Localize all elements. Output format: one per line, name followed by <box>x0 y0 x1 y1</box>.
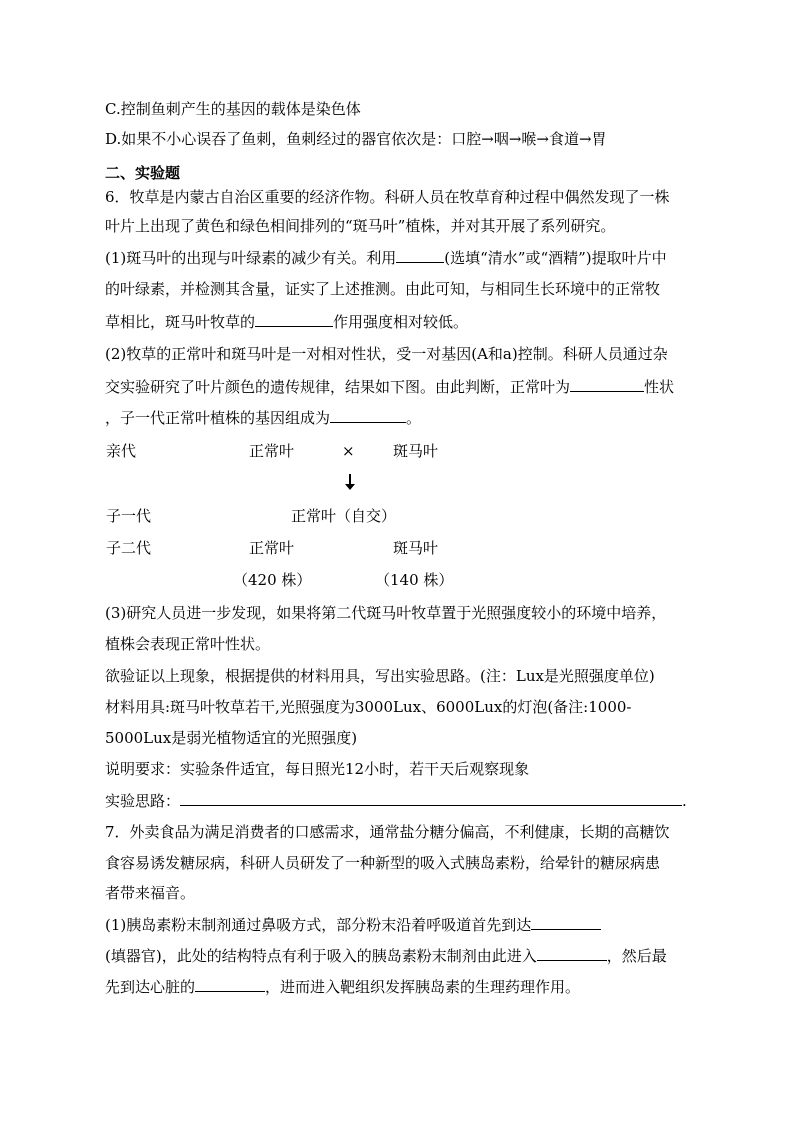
q6-part2-line2 <box>105 376 674 397</box>
f2-normal-count: （420 株） <box>233 571 312 589</box>
line-end-period: . <box>682 792 687 810</box>
q7-stem-line3: 者带来福音。 <box>105 884 196 902</box>
q7-part1-text-a: (1)胰岛素粉末制剂通过鼻吸方式，部分粉末沿着呼吸道首先到达 <box>105 916 532 934</box>
section-title: 二、实验题 <box>105 164 181 182</box>
q6-part1-line1 <box>105 247 667 268</box>
answer-blank-genotype[interactable] <box>330 407 406 423</box>
parent-normal-leaf: 正常叶 <box>249 442 295 460</box>
answer-blank-heart-chamber[interactable] <box>195 976 265 992</box>
q6-part1-text-d: 作用强度相对较低。 <box>333 313 469 331</box>
q6-part3-idea-line <box>105 790 687 811</box>
f2-zebra-leaf: 斑马叶 <box>393 539 439 557</box>
answer-blank-experiment-idea[interactable] <box>180 790 682 806</box>
q7-part1-line2 <box>105 945 667 966</box>
q6-part1-text-c: 草相比，斑马叶牧草的 <box>105 313 256 331</box>
q6-part2-line3 <box>105 407 421 428</box>
f2-zebra-count: （140 株） <box>375 571 454 589</box>
q7-stem-line1: 7．外卖食品为满足消费者的口感需求，通常盐分糖分偏高，不利健康，长期的高糖饮 <box>105 823 670 841</box>
q6-part3-requirements: 说明要求：实验条件适宜，每日照光12小时，若干天后观察现象 <box>105 760 530 778</box>
q7-stem-line2: 食容易诱发糖尿病，科研人员研发了一种新型的吸入式胰岛素粉，给晕针的糖尿病患 <box>105 854 661 872</box>
parent-zebra-leaf: 斑马叶 <box>393 442 439 460</box>
q7-part1-line3 <box>105 976 580 997</box>
answer-blank-process[interactable] <box>255 311 333 327</box>
q6-part2-text-d: 。 <box>406 409 422 427</box>
q6-part2-text-c: ，子一代正常叶植株的基因组成为 <box>105 409 331 427</box>
q7-part1-text-b: (填器官)，此处的结构特点有利于吸入的胰岛素粉末制剂由此进入 <box>105 947 537 965</box>
f2-normal-leaf: 正常叶 <box>249 539 295 557</box>
f1-generation-label: 子一代 <box>106 507 152 525</box>
q6-part2-text-b: 性状 <box>644 378 675 396</box>
q6-part1-text-b: (选填“清水”或“酒精”)提取叶片中 <box>444 249 667 267</box>
q6-part3-materials-line2: 5000Lux是弱光植物适宜的光照强度) <box>105 729 358 747</box>
q7-part1-line1 <box>105 914 601 935</box>
q6-part3-materials-line1: 材料用具:斑马叶牧草若干,光照强度为3000Lux、6000Lux的灯泡(备注:1000- <box>105 698 632 716</box>
f2-generation-label: 子二代 <box>106 539 152 557</box>
answer-blank-organ[interactable] <box>531 914 601 930</box>
q6-part3-line2: 植株会表现正常叶性状。 <box>105 635 271 653</box>
q6-part2-line1: (2)牧草的正常叶和斑马叶是一对相对性状，受一对基因(A和a)控制。科研人员通过杂 <box>105 345 668 363</box>
answer-blank-trait[interactable] <box>570 376 644 392</box>
q7-part1-text-e: ，进而进入靶组织发挥胰岛素的生理药理作用。 <box>265 978 581 996</box>
q6-part3-line3: 欲验证以上现象，根据提供的材料用具，写出实验思路。(注：Lux是光照强度单位) <box>105 667 655 685</box>
q6-stem-line1: 6．牧草是内蒙古自治区重要的经济作物。科研人员在牧草育种过程中偶然发现了一株 <box>105 188 670 206</box>
q6-part1-line3 <box>105 311 468 332</box>
down-arrow-icon <box>349 474 351 486</box>
experiment-idea-label: 实验思路： <box>105 792 181 810</box>
answer-blank-solvent[interactable] <box>396 247 444 263</box>
q6-part2-text-a: 交实验研究了叶片颜色的遗传规律，结果如下图。由此判断，正常叶为 <box>105 378 571 396</box>
q6-part1-text-a: (1)斑马叶的出现与叶绿素的减少有关。利用 <box>105 249 397 267</box>
parent-generation-label: 亲代 <box>106 442 137 460</box>
q7-part1-text-c: ，然后最 <box>606 947 667 965</box>
q6-part3-line1: (3)研究人员进一步发现，如果将第二代斑马叶牧草置于光照强度较小的环境中培养， <box>105 604 667 622</box>
answer-blank-entry[interactable] <box>537 945 607 961</box>
option-d: D.如果不小心误吞了鱼刺，鱼刺经过的器官依次是：口腔→咽→喉→食道→胃 <box>105 130 607 148</box>
cross-symbol: × <box>342 442 355 460</box>
f1-selfing-normal-leaf: 正常叶（自交） <box>291 507 397 525</box>
option-c: C.控制鱼刺产生的基因的载体是染色体 <box>105 100 361 118</box>
q7-part1-text-d: 先到达心脏的 <box>105 978 196 996</box>
q6-stem-line2: 叶片上出现了黄色和绿色相间排列的“斑马叶”植株，并对其开展了系列研究。 <box>105 217 616 235</box>
q6-part1-line2: 的叶绿素，并检测其含量，证实了上述推测。由此可知，与相同生长环境中的正常牧 <box>105 280 661 298</box>
